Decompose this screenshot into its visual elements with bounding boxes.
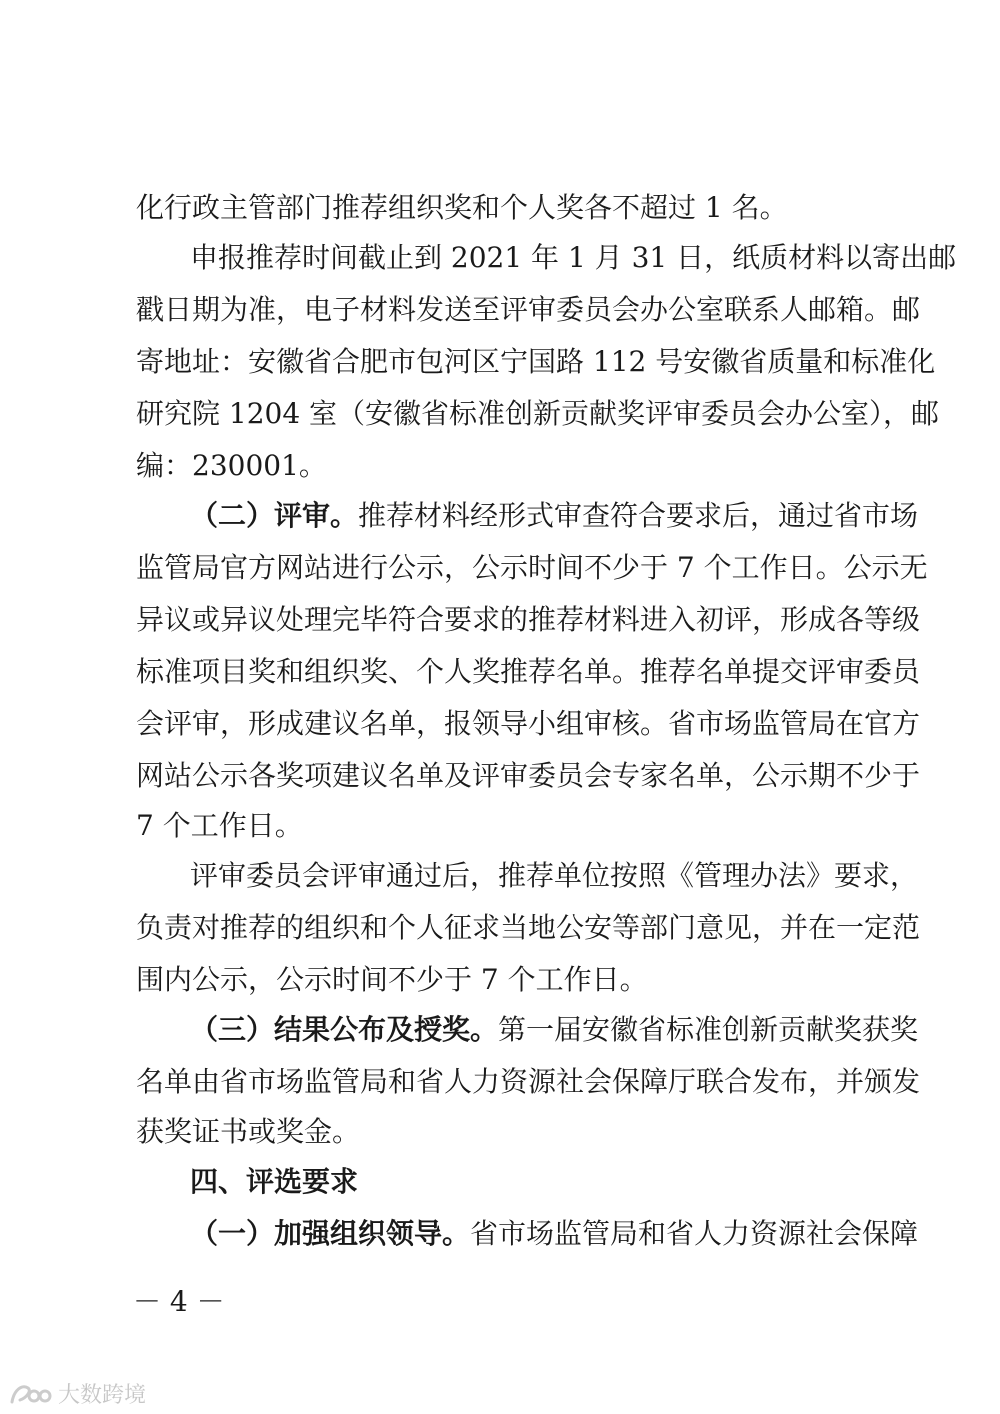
paragraph-line: 标准项目奖和组织奖、个人奖推荐名单。推荐名单提交评审委员 xyxy=(136,655,921,688)
watermark xyxy=(8,1378,146,1409)
paragraph-line xyxy=(190,498,919,534)
paragraph-line: 网站公示各奖项建议名单及评审委员会专家名单，公示期不少于 xyxy=(136,759,921,792)
paragraph-line: 化行政主管部门推荐组织奖和个人奖各不超过 1 名。 xyxy=(136,191,788,224)
page-number: － 4 － xyxy=(133,1285,225,1318)
paragraph-line xyxy=(190,1012,919,1048)
section-subheading: （三）结果公布及授奖。 xyxy=(190,1013,499,1046)
paragraph-line: 负责对推荐的组织和个人征求当地公安等部门意见，并在一定范 xyxy=(136,911,921,944)
paragraph-line: 7 个工作日。 xyxy=(136,809,303,842)
paragraph-line: 寄地址：安徽省合肥市包河区宁国路 112 号安徽省质量和标准化 xyxy=(136,345,936,378)
section-heading: 四、评选要求 xyxy=(190,1165,359,1198)
paragraph-line xyxy=(190,1216,919,1252)
paragraph-line: 编：230001。 xyxy=(136,449,327,482)
paragraph-line: 申报推荐时间截止到 2021 年 1 月 31 日，纸质材料以寄出邮 xyxy=(190,241,957,274)
paragraph-text: 第一届安徽省标准创新贡献奖获奖 xyxy=(498,1013,919,1046)
paragraph-line: 研究院 1204 室（安徽省标准创新贡献奖评审委员会办公室），邮 xyxy=(136,397,940,430)
paragraph-line: 会评审，形成建议名单，报领导小组审核。省市场监管局在官方 xyxy=(136,707,921,740)
paragraph-line: 戳日期为准，电子材料发送至评审委员会办公室联系人邮箱。邮 xyxy=(136,293,921,326)
section-subheading: （一）加强组织领导。 xyxy=(190,1217,471,1250)
section-subheading: （二）评审。 xyxy=(190,499,359,532)
paragraph-text: 推荐材料经形式审查符合要求后，通过省市场 xyxy=(358,499,919,532)
paragraph-line: 评审委员会评审通过后，推荐单位按照《管理办法》要求， xyxy=(190,859,919,892)
watermark-text: 大数跨境 xyxy=(58,1383,147,1408)
paragraph-line: 围内公示，公示时间不少于 7 个工作日。 xyxy=(136,963,648,996)
paragraph-line: 异议或异议处理完毕符合要求的推荐材料进入初评，形成各等级 xyxy=(136,603,921,636)
paragraph-line: 获奖证书或奖金。 xyxy=(136,1115,361,1148)
paragraph-text: 省市场监管局和省人力资源社会保障 xyxy=(470,1217,919,1250)
paragraph-line: 名单由省市场监管局和省人力资源社会保障厅联合发布，并颁发 xyxy=(136,1065,921,1098)
watermark-logo-icon xyxy=(8,1380,52,1408)
paragraph-line: 监管局官方网站进行公示，公示时间不少于 7 个工作日。公示无 xyxy=(136,551,928,584)
